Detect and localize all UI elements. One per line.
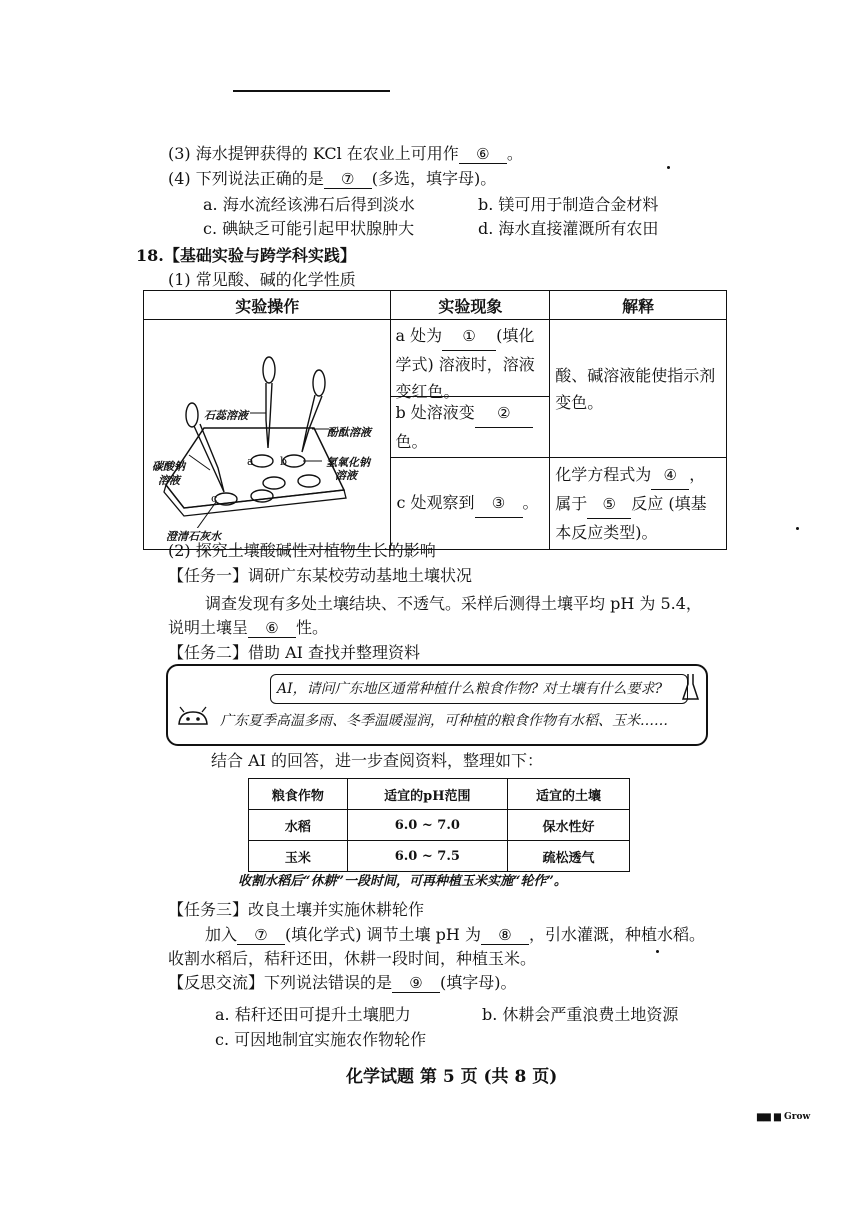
speck [667, 166, 670, 169]
header-operation: 实验操作 [144, 291, 391, 320]
reflect-option-a: a. 秸秆还田可提升土壤肥力 [215, 1005, 411, 1024]
q17-option-b: b. 镁可用于制造合金材料 [478, 195, 659, 214]
label-litmus: 石蕊溶液 [204, 409, 248, 422]
task3-line2: 收割水稻后，秸秆还田，休耕一段时间，种植玉米。 [168, 949, 537, 968]
crop-header-ph: 适宜的pH范围 [347, 779, 507, 810]
q17-option-c: c. 碘缺乏可能引起甲状腺肿大 [203, 219, 415, 238]
task1-line2: 说明土壤呈 ⑥ 性。 [168, 618, 329, 637]
task3-line1: 加入 ⑦ (填化学式) 调节土壤 pH 为 ⑧ ，引水灌溉，种植水稻。 [205, 925, 705, 944]
table-row: 水稻 6.0 ~ 7.0 保水性好 [249, 810, 630, 841]
q17-item3: (3) 海水提钾获得的 KCl 在农业上可用作 ⑥ 。 [168, 144, 523, 163]
q18-part2: (2) 探究土壤酸碱性对植物生长的影响 [168, 541, 436, 560]
corner-mark: ▆▆ ▆ Grow [757, 1112, 811, 1122]
q17-option-a: a. 海水流经该沸石后得到淡水 [203, 195, 415, 214]
crop-note: 收割水稻后“休耕”一段时间，可再种植玉米实施“轮作”。 [238, 874, 567, 889]
well-label-b: b [280, 455, 288, 468]
after-ai-text: 结合 AI 的回答，进一步查阅资料，整理如下： [211, 751, 544, 770]
reflect-option-c: c. 可因地制宜实施农作物轮作 [215, 1030, 427, 1049]
label-phenolphthalein: 酚酞溶液 [327, 426, 371, 439]
speck [796, 527, 799, 530]
spot-plate-diagram-cell [144, 320, 391, 550]
explanation-ab-cell [550, 320, 727, 458]
q17-item4: (4) 下列说法正确的是 ⑦ (多选，填字母)。 [168, 169, 497, 188]
crop-header-crop: 粮食作物 [249, 779, 348, 810]
label-na2co3-2: 溶液 [158, 474, 180, 487]
label-naoh-2: 溶液 [335, 469, 357, 482]
q18-part1: (1) 常见酸、碱的化学性质 [168, 270, 356, 289]
top-rule [233, 90, 390, 92]
explanation-c-cell [550, 458, 727, 550]
crop-table [248, 778, 630, 872]
well-label-a: a [247, 455, 254, 468]
explanation-ab: 酸、碱溶液能使指示剂变色。 [555, 365, 716, 412]
phenomenon-ab-cell [391, 320, 550, 458]
well-label-c: c [211, 492, 218, 505]
q18-title: 18.【基础实验与跨学科实践】 [136, 246, 356, 265]
crop-header-soil: 适宜的土壤 [507, 779, 629, 810]
experiment-table [143, 290, 727, 550]
page-footer: 化学试题 第 5 页 (共 8 页) [346, 1067, 558, 1087]
phenomenon-b: b 处溶液变 ②色。 [391, 397, 549, 457]
flask-icon [682, 672, 700, 702]
phenomenon-c: c 处观察到 ③ 。 [392, 487, 548, 520]
task3-title: 【任务三】改良土壤并实施休耕轮作 [168, 900, 425, 919]
table-row: 玉米 6.0 ~ 7.5 疏松透气 [249, 841, 630, 872]
q17-option-d: d. 海水直接灌溉所有农田 [478, 219, 659, 238]
header-explanation: 解释 [550, 291, 727, 320]
explanation-c: 化学方程式为 ④ ，属于 ⑤ 反应 (填基本反应类型)。 [551, 459, 725, 548]
phenomenon-c-cell [391, 458, 550, 550]
task2-title: 【任务二】借助 AI 查找并整理资料 [168, 643, 421, 662]
label-limewater: 澄清石灰水 [166, 530, 221, 543]
label-na2co3-1: 碳酸钠 [152, 460, 185, 473]
ai-question-bubble: AI，请问广东地区通常种植什么粮食作物? 对土壤有什么要求? [270, 674, 688, 704]
robot-icon [176, 704, 210, 728]
ai-answer: 广东夏季高温多雨、冬季温暖湿润，可种植的粮食作物有水稻、玉米…… [220, 713, 668, 729]
reflect-option-b: b. 休耕会严重浪费土地资源 [482, 1005, 679, 1024]
reflection: 【反思交流】下列说法错误的是 ⑨ (填字母)。 [168, 973, 517, 992]
task1-line1: 调查发现有多处土壤结块、不透气。采样后测得土壤平均 pH 为 5.4， [205, 594, 702, 613]
header-phenomenon: 实验现象 [391, 291, 550, 320]
label-naoh-1: 氢氧化钠 [326, 456, 370, 469]
task1-title: 【任务一】调研广东某校劳动基地土壤状况 [168, 566, 473, 585]
phenomenon-a: a 处为 ① (填化学式) 溶液时，溶液变红色。 [391, 320, 549, 397]
speck [656, 950, 659, 953]
